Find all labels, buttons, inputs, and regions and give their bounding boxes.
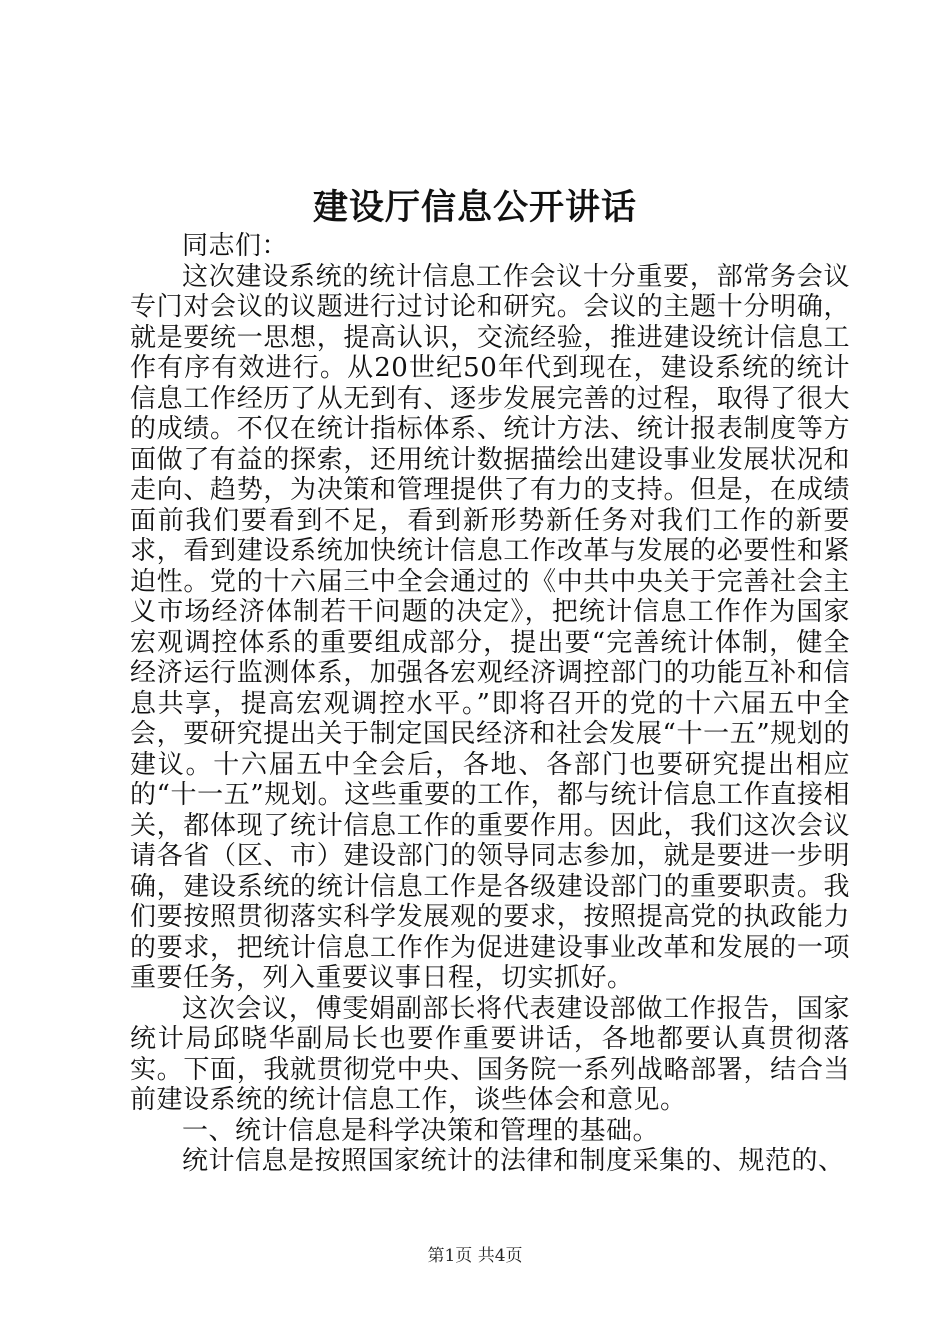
document-body <box>130 231 850 1177</box>
page-number: 第1页 共4页 <box>427 1246 523 1266</box>
document-title: 建设厅信息公开讲话 <box>312 187 637 228</box>
paragraph-3: 统计信息是按照国家统计的法律和制度采集的、规范的、 <box>182 1146 845 1176</box>
paragraph-1: 这次建设系统的统计信息工作会议十分重要，部常务会议专门对会议的议题进行过讨论和研究。会议的主题十分明确，就是要统一思想，提高认识，交流经验，推进建设统计信息工作有序有效进行。从20世纪50年代到现在，建设系统的统计信息工作经历了从无到有、逐步发展完善的过程，取得了很大的成绩。不仅在统计指标体系、统计方法、统计报表制度等方面做了有益的探索，还用统计数据描绘出建设事业发展状况和走向、趋势，为决策和管理提供了有力的支持。但是，在成绩面前我们要看到不足，看到新形势新任务对我们工作的新要求，看到建设系统加快统计信息工作改革与发展的必要性和紧迫性。党的十六届三中全会通过的《中共中央关于完善社会主义市场经济体制若干问题的决定》，把统计信息工作作为国家宏观调控体系的重要组成部分，提出要“完善统计体制，健全经济运行监测体系，加强各宏观经济调控部门的功能互补和信息共享，提高宏观调控水平。”即将召开的党的十六届五中全会，要研究提出关于制定国民经济和社会发展“十一五”规划的建议。十六届五中全会后，各地、各部门也要研究提出相应的“十一五”规划。这些重要的工作，都与统计信息工作直接相关，都体现了统计信息工作的重要作用。因此，我们这次会议请各省（区、市）建设部门的领导同志参加，就是要进一步明确，建设系统的统计信息工作是各级建设部门的重要职责。我们要按照贯彻落实科学发展观的要求，按照提高党的执政能力的要求，把统计信息工作作为促进建设事业改革和发展的一项重要任务，列入重要议事日程，切实抓好。 <box>130 261 850 993</box>
section-heading-1: 一、统计信息是科学决策和管理的基础。 <box>182 1115 660 1146</box>
salutation: 同志们： <box>182 231 289 261</box>
paragraph-2: 这次会议，傅雯娟副部长将代表建设部做工作报告，国家统计局邱晓华副局长也要作重要讲话，各地都要认真贯彻落实。下面，我就贯彻党中央、国务院一系列战略部署，结合当前建设系统的统计信息工作，谈些体会和意见。 <box>130 993 850 1115</box>
